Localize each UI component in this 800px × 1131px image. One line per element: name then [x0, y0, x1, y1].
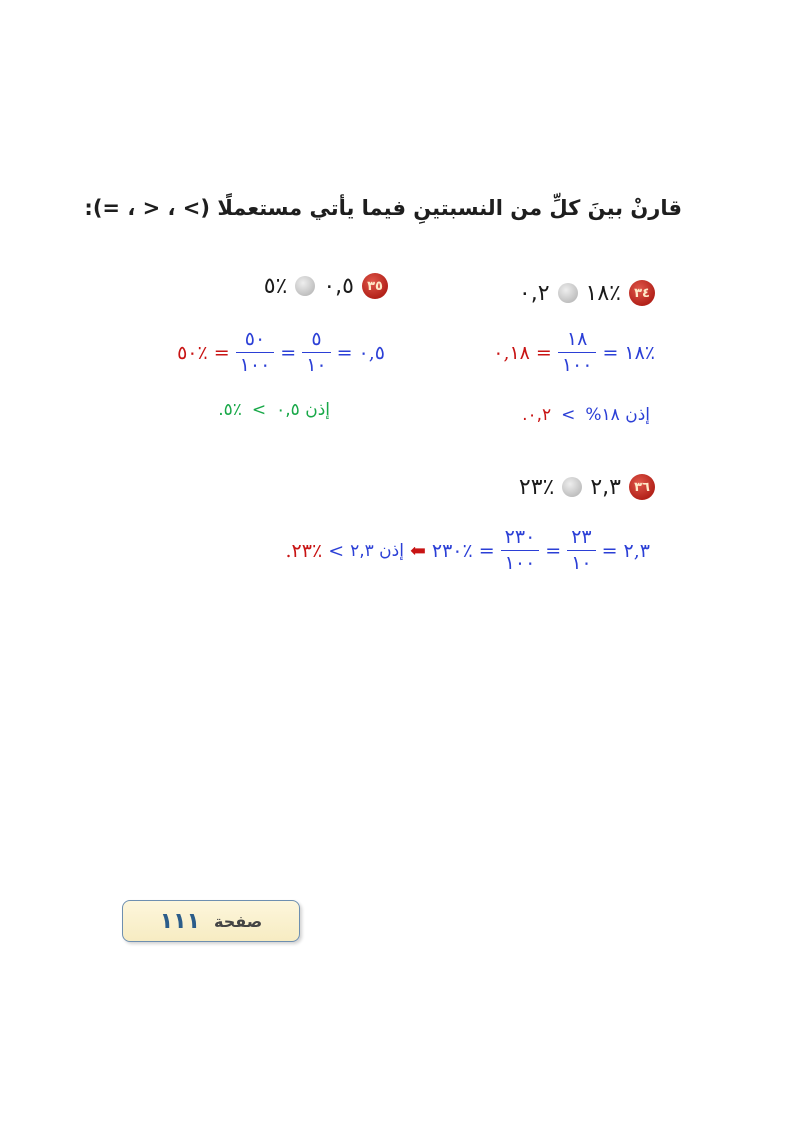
- ex36-fraction-1: [567, 528, 595, 573]
- page-number: ١١١: [159, 908, 201, 934]
- ex34-equals-2: =: [535, 341, 552, 364]
- ex35-result-operator: >: [251, 400, 267, 420]
- exercise-36-badge: ٣٦: [629, 474, 655, 500]
- ex35-fraction-1: [302, 330, 330, 375]
- ex36-equals-1: =: [601, 539, 618, 562]
- exercise-35-left: ٠,٥: [323, 273, 354, 299]
- exercise-34-left: ٪١٨: [585, 280, 621, 306]
- ex36-value: ٪٢٣٠: [431, 539, 473, 562]
- ex36-conclusion-operator: >: [328, 539, 345, 562]
- ex36-lhs: ٢,٣: [623, 539, 650, 562]
- ex36-frac2-numerator: ٢٣٠: [504, 526, 536, 548]
- ex35-fraction-2: [236, 330, 275, 375]
- ex36-equals-2: =: [545, 539, 562, 562]
- ex36-conclusion-rhs: ٪٢٣.: [285, 539, 323, 562]
- exercise-36-header: [519, 474, 655, 500]
- ex35-equals-1: =: [336, 341, 353, 364]
- exercise-34-header: [519, 280, 655, 306]
- ex36-frac1-denominator: ١٠: [567, 550, 595, 573]
- exercise-36-work: [286, 528, 651, 573]
- exercise-34-work: [493, 330, 655, 375]
- ex36-conclusion-prefix: إذن ٢,٣: [350, 540, 404, 561]
- exercise-34-result: [522, 405, 650, 425]
- ex35-frac1-denominator: ١٠: [302, 352, 330, 375]
- ex35-equals-2: =: [280, 341, 297, 364]
- ex34-fraction: [558, 330, 597, 375]
- exercise-35-work: [177, 330, 385, 375]
- ex34-lhs: ٪١٨: [624, 341, 655, 364]
- exercise-35-badge: ٣٥: [362, 273, 388, 299]
- comparison-blank-35[interactable]: [295, 276, 315, 296]
- instruction-text: قارنْ بينَ كلِّ من النسبتينِ فيما يأتي مستعملًا (> ، < ، =):: [84, 196, 682, 220]
- exercise-34-badge: ٣٤: [629, 280, 655, 306]
- ex35-frac2-numerator: ٥٠: [244, 328, 266, 350]
- page-word: صفحة: [214, 911, 263, 931]
- exercise-34-right: ٠,٢: [518, 280, 550, 306]
- ex36-fraction-2: [501, 528, 540, 573]
- ex36-frac1-numerator: ٢٣: [571, 526, 592, 548]
- ex35-lhs: ٠,٥: [358, 341, 385, 364]
- page-number-label: [122, 900, 300, 942]
- exercise-35-right: ٪٥: [263, 273, 288, 299]
- ex36-equals-3: =: [478, 539, 495, 562]
- exercise-35-header: [264, 273, 388, 299]
- ex34-frac-denominator: ١٠٠: [558, 352, 597, 375]
- ex35-result-rhs: ٪٥.: [218, 400, 242, 420]
- ex34-result-prefix: إذن ١٨%: [585, 405, 650, 425]
- arrow-left-icon: ⬅: [409, 539, 426, 562]
- exercise-36-right: ٪٢٣: [518, 474, 555, 500]
- ex34-equals: =: [602, 341, 619, 364]
- ex35-frac1-numerator: ٥: [311, 328, 322, 350]
- ex35-frac2-denominator: ١٠٠: [236, 352, 275, 375]
- ex35-equals-3: =: [213, 341, 230, 364]
- exercise-36-left: ٢,٣: [590, 474, 621, 500]
- comparison-blank-36[interactable]: [562, 477, 582, 497]
- ex36-frac2-denominator: ١٠٠: [501, 550, 540, 573]
- ex34-frac-numerator: ١٨: [566, 328, 588, 350]
- ex34-value: ٠,١٨: [493, 341, 530, 364]
- ex34-result-rhs: ٠,٢.: [522, 405, 552, 425]
- ex34-result-operator: >: [561, 405, 576, 425]
- ex35-value: ٪٥٠: [177, 341, 208, 364]
- ex35-result-prefix: إذن ٠,٥: [276, 400, 330, 420]
- comparison-blank-34[interactable]: [558, 283, 578, 303]
- exercise-35-result: [218, 400, 330, 420]
